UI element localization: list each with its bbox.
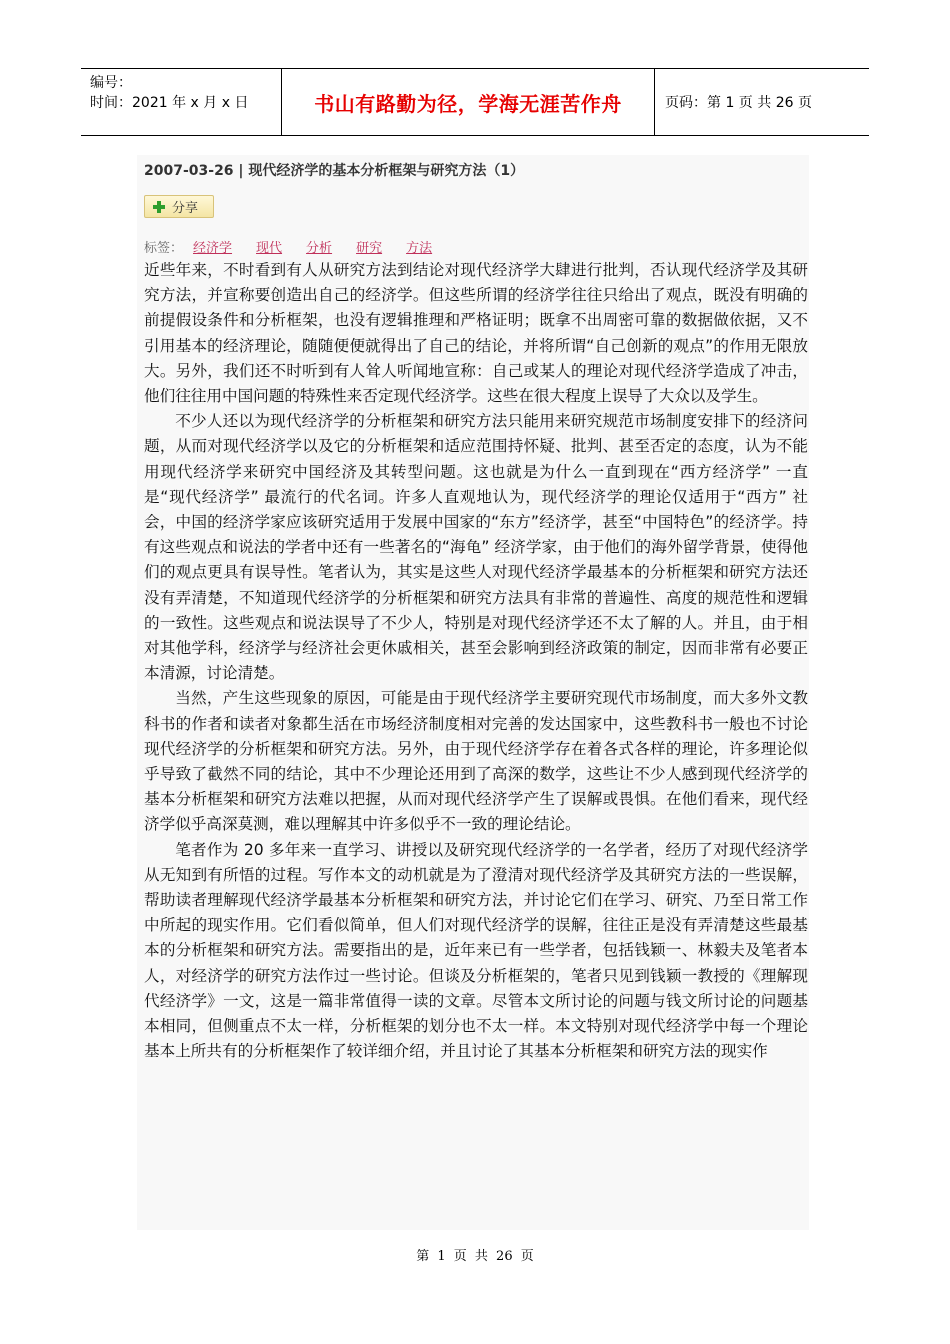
tag-list bbox=[144, 237, 444, 256]
header-meta bbox=[81, 69, 282, 135]
tags-label: 标签： bbox=[144, 241, 184, 256]
document-number-label: 编号： bbox=[90, 75, 132, 91]
header-motto: 书山有路勤为径，学海无涯苦作舟 bbox=[282, 69, 655, 135]
header-page-info: 页码：第 1 页 共 26 页 bbox=[665, 95, 812, 111]
tag-link[interactable]: 分析 bbox=[306, 241, 333, 256]
paragraph: 不少人还以为现代经济学的分析框架和研究方法只能用来研究规范市场制度安排下的经济问题，从而对现代经济学以及它的分析框架和适应范围持怀疑、批判、甚至否定的态度，认为不能用现代经济学来研究中国经济及其转型问题。这也就是为什么一直到现在“西方经济学” 一直是“现代经济学” 最流行的代名词。许多人直观地认为，现代经济学的理论仅适用于“西方” 社会，中国的经济学家应该研究适用于发展中国家的“东方”经济学，甚至“中国特色”的经济学。持有这些观点和说法的学者中还有一些著名的“海龟” 经济学家，由于他们的海外留学背景，使得他们的观点更具有误导性。笔者认为，其实是这些人对现代经济学最基本的分析框架和研究方法还没有弄清楚，不知道现代经济学的分析框架和研究方法具有非常的普遍性、高度的规范性和逻辑的一致性。这些观点和说法误导了不少人，特别是对现代经济学还不太了解的人。并且，由于相对其他学科，经济学与经济社会更休戚相关，甚至会影响到经济政策的制定，因而非常有必要正本清源，讨论清楚。 bbox=[144, 412, 808, 683]
tag-link[interactable]: 现代 bbox=[256, 241, 283, 256]
article-body bbox=[144, 258, 808, 1065]
post-title: 2007-03-26 | 现代经济学的基本分析框架与研究方法（1） bbox=[144, 163, 525, 179]
document-header bbox=[81, 68, 869, 136]
document-date: 时间：2021 年 x 月 x 日 bbox=[90, 95, 249, 111]
tag-link[interactable]: 研究 bbox=[356, 241, 383, 256]
paragraph: 当然，产生这些现象的原因，可能是由于现代经济学主要研究现代市场制度，而大多外文教科书的作者和读者对象都生活在市场经济制度相对完善的发达国家中，这些教科书一般也不讨论现代经济学的分析框架和研究方法。另外，由于现代经济学存在着各式各样的理论，许多理论似乎导致了截然不同的结论，其中不少理论还用到了高深的数学，这些让不少人感到现代经济学的基本分析框架和研究方法难以把握，从而对现代经济学产生了误解或畏惧。在他们看来，现代经济学似乎高深莫测，难以理解其中许多似乎不一致的理论结论。 bbox=[144, 689, 808, 834]
share-button-label: 分享 bbox=[172, 201, 199, 216]
tag-link[interactable]: 方法 bbox=[406, 241, 433, 256]
paragraph: 近些年来，不时看到有人从研究方法到结论对现代经济学大肆进行批判，否认现代经济学及其研究方法，并宣称要创造出自己的经济学。但这些所谓的经济学往往只给出了观点，既没有明确的前提假设条件和分析框架，也没有逻辑推理和严格证明；既拿不出周密可靠的数据做依据，又不引用基本的经济理论，随随便便就得出了自己的结论，并将所谓“自己创新的观点”的作用无限放大。另外，我们还不时听到有人耸人听闻地宣称：自己或某人的理论对现代经济学造成了冲击，他们往往用中国问题的特殊性来否定现代经济学。这些在很大程度上误导了大众以及学生。 bbox=[144, 261, 808, 406]
page-footer: 第 1 页 共 26 页 bbox=[416, 1249, 534, 1264]
plus-icon bbox=[153, 201, 165, 213]
tag-link[interactable]: 经济学 bbox=[193, 241, 233, 256]
paragraph: 笔者作为 20 多年来一直学习、讲授以及研究现代经济学的一名学者，经历了对现代经济学从无知到有所悟的过程。写作本文的动机就是为了澄清对现代经济学及其研究方法的一些误解，帮助读者理解现代经济学最基本分析框架和研究方法，并讨论它们在学习、研究、乃至日常工作中所起的现实作用。它们看似简单，但人们对现代经济学的误解，往往正是没有弄清楚这些最基本的分析框架和研究方法。需要指出的是，近年来已有一些学者，包括钱颖一、林毅夫及笔者本人，对经济学的研究方法作过一些讨论。但谈及分析框架的，笔者只见到钱颖一教授的《理解现代经济学》一文，这是一篇非常值得一读的文章。尽管本文所讨论的问题与钱文所讨论的问题基本相同，但侧重点不太一样，分析框架的划分也不太一样。本文特别对现代经济学中每一个理论基本上所共有的分析框架作了较详细介绍，并且讨论了其基本分析框架和研究方法的现实作 bbox=[144, 840, 808, 1061]
share-button[interactable] bbox=[144, 195, 214, 218]
